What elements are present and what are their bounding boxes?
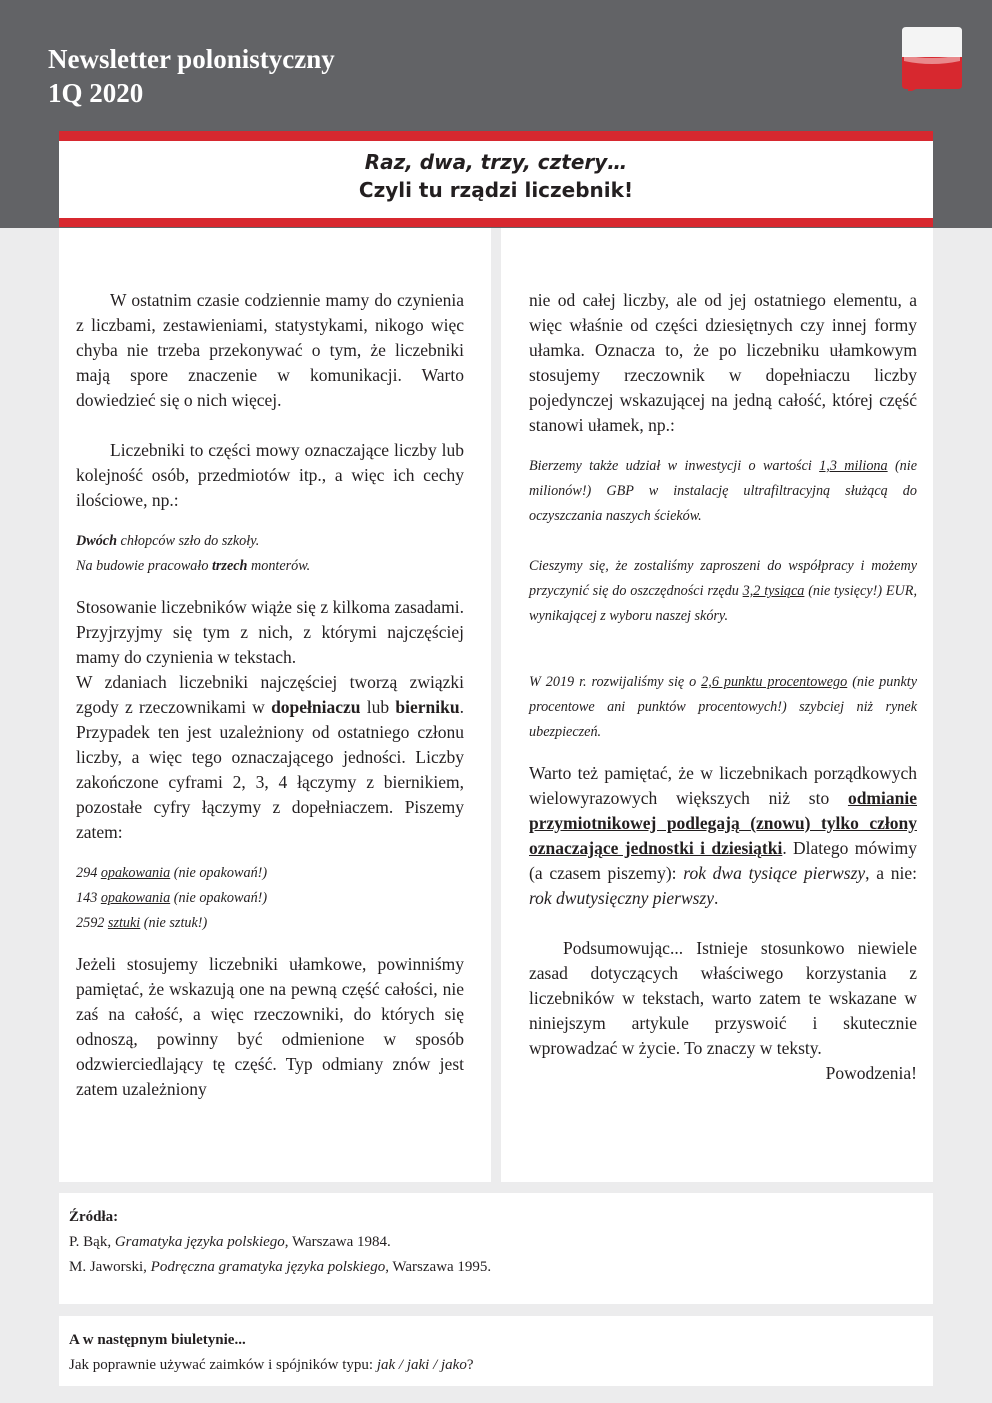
- newsletter-name: Newsletter polonistyczny: [48, 44, 335, 74]
- rules-paragraph: Stosowanie liczebników wiąże się z kilkoma zasadami. Przyjrzyjmy się tym z nich, z którymi najczęściej mamy do czynienia w tekstach.: [76, 597, 464, 667]
- next-issue-text: Jak poprawnie używać zaimków i spójników typu: jak / jaki / jako?: [69, 1357, 474, 1373]
- sources-heading: Źródła:: [69, 1209, 119, 1225]
- example-line: 143 opakowania (nie opakowań!): [76, 890, 268, 906]
- example-line: 2592 sztuki (nie sztuk!): [76, 915, 208, 931]
- next-issue-box: [59, 1316, 933, 1386]
- next-issue-heading: A w następnym biuletynie...: [69, 1332, 246, 1348]
- article-banner: [59, 131, 933, 227]
- source-item: P. Bąk, Gramatyka języka polskiego, Warszawa 1984.: [69, 1234, 391, 1250]
- polish-flag-icon: [902, 27, 962, 91]
- fractions-continued-paragraph: nie od całej liczby, ale od jej ostatniego elementu, a więc właśnie od części dziesiętnych czy innej formy ułamka. Oznacza to, że po liczebniku ułamkowym stosujemy rzeczownik w dopełniaczu liczby pojedynczej wskazującej na jedną całość, której część stanowi ułamek, np.:: [529, 290, 917, 435]
- left-column: [59, 228, 491, 1182]
- summary-paragraph: Podsumowując... Istnieje stosunkowo niewiele zasad dotyczących właściwego korzystania z liczebników w tekstach, warto zatem te wskazane w niniejszym artykule przyswoić i skutecznie wprowadzać w życie. To znaczy w teksty.: [529, 938, 917, 1058]
- right-column: [501, 228, 933, 1182]
- banner-bottom-stripe: [59, 218, 933, 227]
- example-paragraph: W 2019 r. rozwijaliśmy się o 2,6 punktu procentowego (nie punkty procentowe ani punktów procentowych!) szybciej niż rynek ubezpieczeń.: [529, 674, 917, 740]
- intro-paragraph: W ostatnim czasie codziennie mamy do czynienia z liczbami, zestawieniami, statystykami, nikogo więc chyba nie trzeba przekonywać o tym, że liczebniki mają spore znaczenie w komunikacji. Warto dowiedzieć się o nich więcej.: [76, 290, 464, 410]
- ordinals-paragraph: Warto też pamiętać, że w liczebnikach porządkowych wielowyrazowych większych niż sto odmianie przymiotnikowej podlegają (znowu) tylko człony oznaczające jednostki i dziesiątki. Dlatego mówimy (a czasem piszemy): rok dwa tysiące pierwszy, a nie: rok dwutysięczny pierwszy.: [529, 763, 917, 908]
- example-paragraph: Cieszymy się, że zostaliśmy zaproszeni do współpracy i możemy przyczynić się do oszczędności rzędu 3,2 tysiąca (nie tysięcy!) EUR, wynikającej z wyboru naszej skóry.: [529, 558, 918, 624]
- definition-paragraph: Liczebniki to części mowy oznaczające liczby lub kolejność osób, przedmiotów itp., a więc ich cechy ilościowe, np.:: [76, 440, 464, 510]
- newsletter-title: [48, 42, 335, 110]
- example-line: Dwóch chłopców szło do szkoły.: [76, 533, 260, 549]
- banner-top-stripe: [59, 131, 933, 141]
- closing-text: Powodzenia!: [825, 1063, 917, 1083]
- fractions-paragraph: Jeżeli stosujemy liczebniki ułamkowe, powinniśmy pamiętać, że wskazują one na pewną część całości, nie zaś na całość, a więc rzeczowniki, do których się odnoszą, powinny być odmienione w sposób odzwierciedlający tę część. Typ odmiany znów jest zatem uzależniony: [76, 954, 464, 1099]
- cases-paragraph: W zdaniach liczebniki najczęściej tworzą związki zgody z rzeczownikami w dopełniaczu lub bierniku. Przypadek ten jest uzależniony od ostatniego członu liczby, a więc tego oznaczającego jedności. Liczby zakończone cyframi 2, 3, 4 łączymy z biernikiem, pozostałe cyfry łączymy z dopełniaczem. Piszemy zatem:: [76, 672, 464, 842]
- example-line: Na budowie pracowało trzech monterów.: [76, 558, 311, 574]
- example-paragraph: Bierzemy także udział w inwestycji o wartości 1,3 miliona (nie milionów!) GBP w instalację ultrafiltracyjną służącą do oczyszczania naszych ścieków.: [529, 458, 918, 524]
- newsletter-issue: 1Q 2020: [48, 78, 144, 108]
- example-line: 294 opakowania (nie opakowań!): [76, 865, 268, 881]
- source-item: M. Jaworski, Podręczna gramatyka języka polskiego, Warszawa 1995.: [69, 1259, 492, 1275]
- article-title-line1: Raz, dwa, trzy, cztery…: [364, 150, 628, 174]
- sources-box: [59, 1193, 933, 1304]
- article-title-line2: Czyli tu rządzi liczebnik!: [358, 178, 634, 202]
